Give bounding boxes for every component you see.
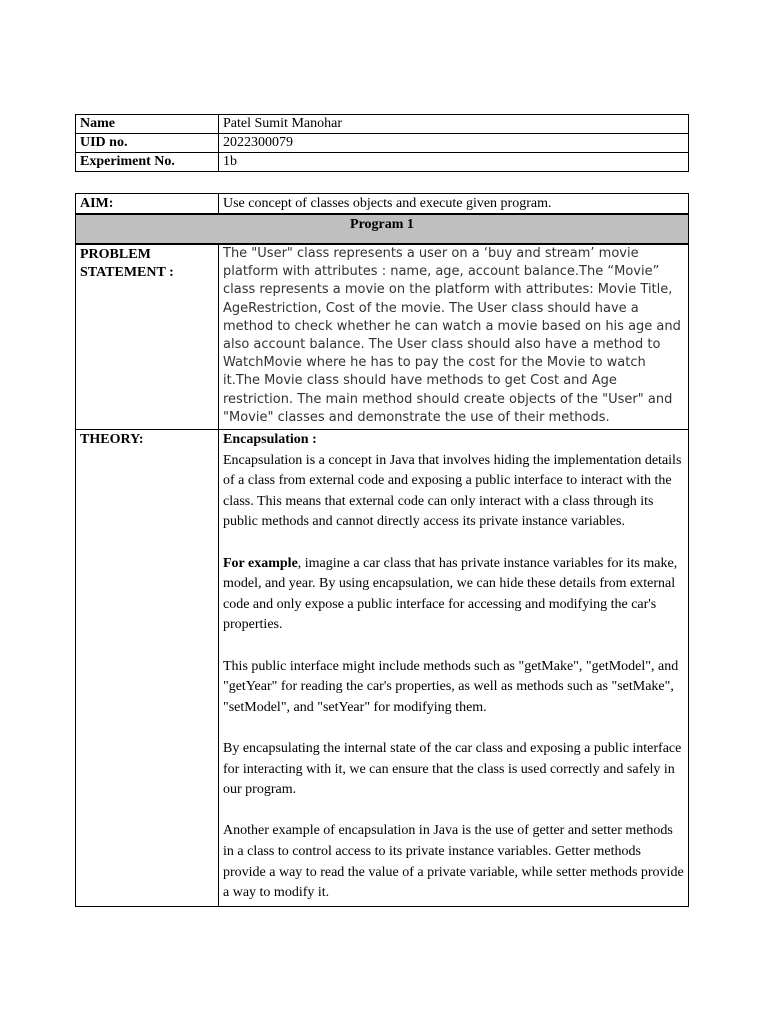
name-label: Name: [76, 115, 219, 134]
problem-statement-text: The "User" class represents a user on a ‘buy and stream’ movie platform with attributes : name, age, account balance.The “Movie” class represents a movie on the platform with attributes: Movie Title, AgeRestriction, Cost of the movie. The User class should have a method to check whether he can watch a movie based on his age and also account balance. The User class should also have a method to WatchMovie where he has to pay the cost for the Movie to watch it.The Movie class should have methods to get Cost and Age restriction. The main method should create objects of the "User" and "Movie" classes and demonstrate the use of their methods.: [219, 244, 689, 430]
theory-paragraph-2-bold: For example: [223, 555, 298, 571]
program-header-row: [76, 214, 689, 244]
uid-value: 2022300079: [219, 134, 689, 153]
problem-statement-row: [76, 244, 689, 430]
theory-paragraph-3: This public interface might include methods such as "getMake", "getModel", and "getYear" for reading the car's properties, as well as methods such as "setMake", "setModel", and "setYear" for modifying them.: [223, 658, 679, 715]
problem-label-line1: PROBLEM: [80, 247, 151, 262]
name-row: [76, 115, 689, 134]
theory-content: [219, 430, 689, 907]
experiment-table: [75, 193, 689, 907]
name-value: Patel Sumit Manohar: [219, 115, 689, 134]
theory-paragraph-2: [223, 554, 684, 636]
experiment-label: Experiment No.: [76, 153, 219, 172]
uid-row: [76, 134, 689, 153]
aim-row: [76, 194, 689, 215]
theory-row: [76, 430, 689, 907]
theory-paragraph-5: Another example of encapsulation in Java is the use of getter and setter methods in a class to control access to its private instance variables. Getter methods provide a way to read the value of a private variable, while setter methods provide a way to modify it.: [223, 823, 684, 901]
experiment-row: [76, 153, 689, 172]
theory-paragraph-2-rest: , imagine a car class that has private instance variables for its make, model, and year. By using encapsulation, we can hide these details from external code and only expose a public interface for accessing and modifying the car's properties.: [223, 555, 678, 633]
theory-label: THEORY:: [76, 430, 219, 907]
aim-value: Use concept of classes objects and execute given program.: [219, 194, 689, 215]
program-title: Program 1: [76, 214, 689, 244]
experiment-value: 1b: [219, 153, 689, 172]
uid-label: UID no.: [76, 134, 219, 153]
problem-label-line2: STATEMENT :: [80, 265, 174, 280]
theory-heading: Encapsulation :: [223, 432, 317, 448]
aim-label: AIM:: [76, 194, 219, 215]
theory-paragraph-4: By encapsulating the internal state of the car class and exposing a public interface for interacting with it, we can ensure that the class is used correctly and safely in our program.: [223, 740, 682, 798]
problem-statement-label: [76, 244, 219, 430]
student-info-table: [75, 114, 689, 172]
theory-paragraph-1: Encapsulation is a concept in Java that involves hiding the implementation details of a class from external code and exposing a public interface to interact with the class. This means that external code can only interact with a class through its public methods and cannot directly access its private instance variables.: [223, 452, 682, 530]
